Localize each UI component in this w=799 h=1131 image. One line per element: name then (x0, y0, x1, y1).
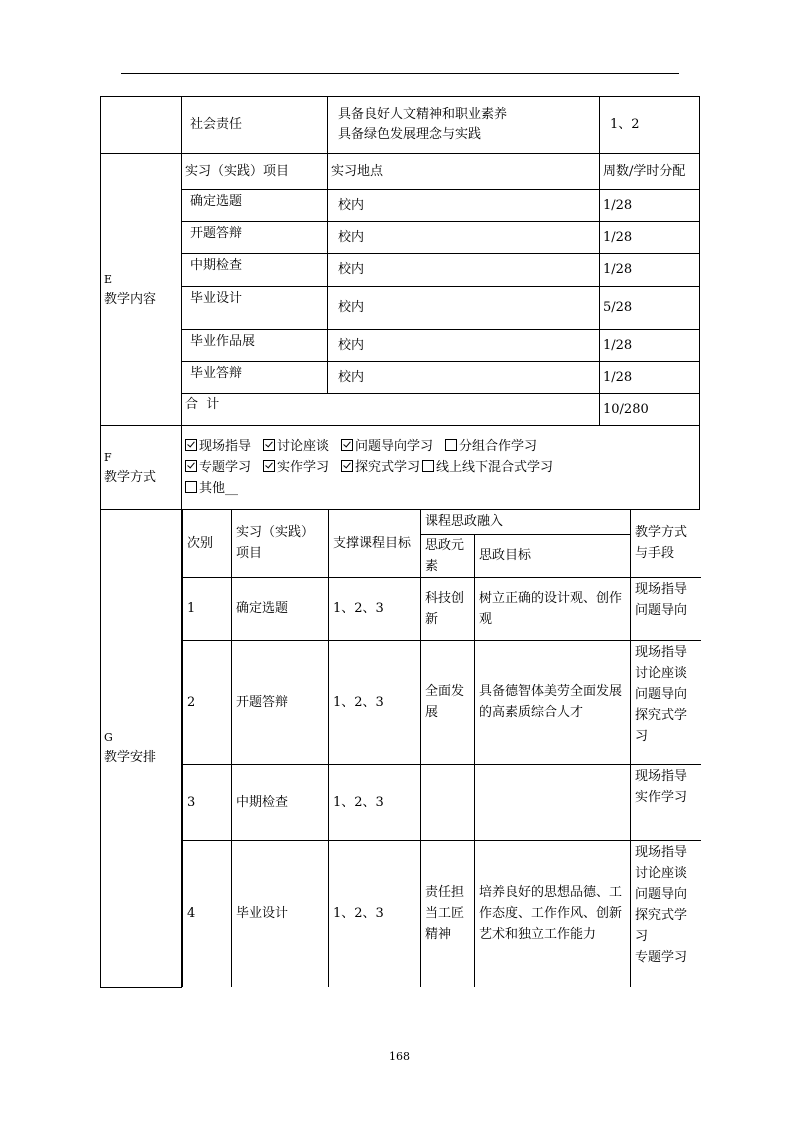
checkbox-checked-icon[interactable] (341, 439, 353, 451)
syllabus-table (100, 96, 700, 988)
social-desc (328, 97, 600, 154)
g-row (101, 510, 700, 988)
schedule-element: 责任担当工匠精神 (421, 840, 475, 987)
social-blank-cell (101, 97, 182, 154)
social-goals: 1、2 (600, 97, 700, 154)
g-section-label (101, 510, 182, 988)
e-row-hours: 1/28 (600, 222, 700, 254)
f-options-line (185, 457, 696, 478)
e-row-place: 校内 (328, 330, 600, 362)
f-options (182, 426, 700, 510)
schedule-target: 培养良好的思想品德、工作态度、工作作风、创新艺术和独立工作能力 (475, 840, 631, 987)
checkbox-checked-icon[interactable] (263, 460, 275, 472)
schedule-row (183, 640, 701, 764)
schedule-order: 4 (183, 840, 232, 987)
checkbox-checked-icon[interactable] (185, 460, 197, 472)
e-row-place: 校内 (328, 190, 600, 222)
schedule-target: 树立正确的设计观、创作观 (475, 577, 631, 640)
schedule-row (183, 764, 701, 840)
schedule-row (183, 577, 701, 640)
schedule-order: 1 (183, 577, 232, 640)
schedule-project: 毕业设计 (232, 840, 329, 987)
schedule-project: 中期检查 (232, 764, 329, 840)
f-section-label (101, 426, 182, 510)
page-number: 168 (389, 1050, 410, 1063)
e-row-project: 开题答辩 (182, 222, 328, 254)
e-row (101, 190, 700, 222)
schedule-header-target: 思政目标 (475, 534, 631, 577)
e-total-row (101, 394, 700, 426)
e-header-project: 实习（实践）项目 (182, 154, 328, 190)
schedule-header-project: 实习（实践）项目 (232, 510, 329, 577)
social-desc-line-1: 具备良好人文精神和职业素养 (338, 107, 508, 122)
e-header-hours: 周数/学时分配 (600, 154, 700, 190)
schedule-goals: 1、2、3 (329, 840, 421, 987)
schedule-method: 现场指导 讨论座谈 问题导向 探究式学习 专题学习 (631, 840, 701, 987)
e-row-place: 校内 (328, 222, 600, 254)
e-row-hours: 5/28 (600, 287, 700, 330)
schedule-element: 科技创新 (421, 577, 475, 640)
option-other[interactable]: 其他__ (185, 481, 238, 496)
schedule-header-order: 次别 (183, 510, 232, 577)
e-row (101, 254, 700, 287)
checkbox-unchecked-icon[interactable] (445, 439, 457, 451)
e-row-hours: 1/28 (600, 254, 700, 287)
e-row-hours: 1/28 (600, 330, 700, 362)
schedule-element (421, 764, 475, 840)
e-row (101, 222, 700, 254)
option-blended-learning[interactable]: 线上线下混合式学习 (422, 460, 553, 475)
checkbox-unchecked-icon[interactable] (185, 481, 197, 493)
schedule-goals: 1、2、3 (329, 764, 421, 840)
schedule-method: 现场指导 实作学习 (631, 764, 701, 840)
e-row-project: 毕业设计 (182, 287, 328, 330)
schedule-project: 确定选题 (232, 577, 329, 640)
e-row (101, 362, 700, 394)
option-discussion[interactable]: 讨论座谈 (263, 439, 329, 454)
social-label: 社会责任 (182, 97, 328, 154)
e-header-place: 实习地点 (328, 154, 600, 190)
option-inquiry-study[interactable]: 探究式学习 (341, 460, 420, 475)
checkbox-checked-icon[interactable] (341, 460, 353, 472)
checkbox-unchecked-icon[interactable] (422, 460, 434, 472)
schedule-target (475, 764, 631, 840)
e-section-label (101, 154, 182, 426)
schedule-header-goals: 支撑课程目标 (329, 510, 421, 577)
e-row (101, 287, 700, 330)
schedule-table (182, 510, 701, 987)
f-row (101, 426, 700, 510)
e-total-value: 10/280 (600, 394, 700, 426)
header-rule (121, 73, 679, 74)
schedule-order: 2 (183, 640, 232, 764)
social-desc-line-2: 具备绿色发展理念与实践 (338, 127, 482, 142)
e-row-hours: 1/28 (600, 362, 700, 394)
e-total-label: 合 计 (182, 394, 600, 426)
option-topic-study[interactable]: 专题学习 (185, 460, 251, 475)
schedule-method: 现场指导 问题导向 (631, 577, 701, 640)
e-row-project: 毕业答辩 (182, 362, 328, 394)
g-letter: G (104, 731, 113, 745)
e-row-place: 校内 (328, 254, 600, 287)
f-options-line (185, 436, 696, 457)
option-problem-oriented[interactable]: 问题导向学习 (341, 439, 433, 454)
e-letter: E (104, 272, 113, 286)
schedule-order: 3 (183, 764, 232, 840)
e-title: 教学内容 (104, 291, 157, 307)
e-row-project: 确定选题 (182, 190, 328, 222)
social-row (101, 97, 700, 154)
schedule-row (183, 840, 701, 987)
schedule-target: 具备德智体美劳全面发展的高素质综合人才 (475, 640, 631, 764)
g-schedule-cell (182, 510, 700, 988)
e-row-project: 中期检查 (182, 254, 328, 287)
schedule-element: 全面发展 (421, 640, 475, 764)
e-row-hours: 1/28 (600, 190, 700, 222)
g-title: 教学安排 (104, 750, 157, 766)
schedule-goals: 1、2、3 (329, 640, 421, 764)
schedule-project: 开题答辩 (232, 640, 329, 764)
e-row-place: 校内 (328, 287, 600, 330)
e-row-place: 校内 (328, 362, 600, 394)
f-title: 教学方式 (104, 469, 157, 485)
schedule-goals: 1、2、3 (329, 577, 421, 640)
schedule-method: 现场指导 讨论座谈 问题导向 探究式学习 (631, 640, 701, 764)
e-row (101, 330, 700, 362)
e-header-row (101, 154, 700, 190)
schedule-header-ideo: 课程思政融入 (421, 510, 631, 534)
schedule-header-element: 思政元素 (421, 534, 475, 577)
option-practical-study[interactable]: 实作学习 (263, 460, 329, 475)
checkbox-checked-icon[interactable] (185, 439, 197, 451)
schedule-header-row (183, 510, 701, 534)
f-letter: F (104, 450, 112, 464)
schedule-header-method: 教学方式与手段 (631, 510, 701, 577)
e-row-project: 毕业作品展 (182, 330, 328, 362)
f-options-line (185, 478, 696, 499)
option-onsite-guidance[interactable]: 现场指导 (185, 439, 251, 454)
checkbox-checked-icon[interactable] (263, 439, 275, 451)
option-group-cooperation[interactable]: 分组合作学习 (445, 439, 537, 454)
